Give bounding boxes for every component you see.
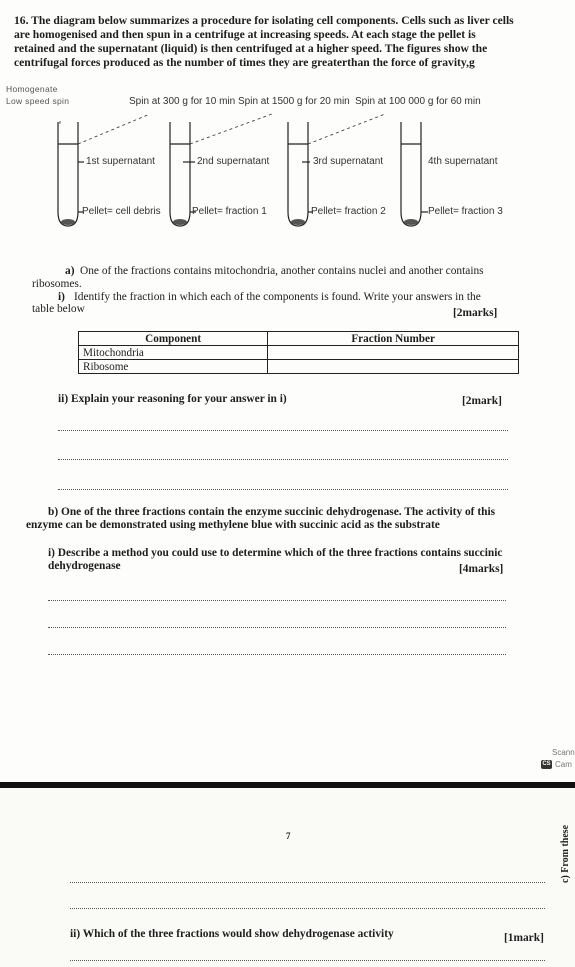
table-header-row bbox=[79, 332, 519, 346]
part-b-i-text: i) Describe a method you could use to determine which of the three fractions contains succinic bbox=[48, 547, 503, 559]
part-a-ii-text: ii) Explain your reasoning for your answer in i) bbox=[58, 393, 287, 405]
answer-table bbox=[78, 331, 519, 374]
table-header-component: Component bbox=[79, 332, 268, 346]
answer-line[interactable] bbox=[58, 489, 508, 490]
table-row bbox=[79, 360, 519, 374]
part-b-i-text-cont: dehydrogenase bbox=[48, 560, 121, 572]
supernatant-label-2: 2nd supernatant bbox=[197, 156, 270, 167]
part-c-ii-text: ii) Which of the three fractions would show dehydrogenase activity bbox=[70, 928, 394, 940]
answer-line[interactable] bbox=[70, 908, 545, 909]
answer-line[interactable] bbox=[70, 960, 545, 961]
answer-line[interactable] bbox=[48, 627, 506, 628]
pellet-label-4: Pellet= fraction 3 bbox=[428, 206, 503, 217]
part-a-label: a) bbox=[65, 265, 75, 277]
next-page bbox=[0, 788, 575, 967]
centrifuge-tubes-drawing bbox=[0, 84, 575, 254]
answer-line[interactable] bbox=[48, 654, 506, 655]
pellet-label-1: Pellet= cell debris bbox=[82, 206, 161, 217]
table-row bbox=[79, 346, 519, 360]
part-b-text: b) One of the three fractions contain the enzyme succinic dehydrogenase. The activity of this bbox=[48, 506, 496, 518]
part-a-i-label: i) bbox=[58, 291, 65, 303]
pellet-label-3: Pellet= fraction 2 bbox=[311, 206, 386, 217]
table-cell-answer[interactable] bbox=[268, 346, 519, 360]
part-c-ii-marks: [1mark] bbox=[504, 932, 544, 944]
part-a-ii-marks: [2mark] bbox=[462, 395, 502, 407]
scanner-label: Scann bbox=[552, 748, 575, 757]
answer-line[interactable] bbox=[70, 882, 545, 883]
tube-3 bbox=[288, 122, 308, 226]
answer-line[interactable] bbox=[48, 600, 506, 601]
scanner-cam-label: Cam bbox=[555, 760, 572, 769]
part-a-i-marks: [2marks] bbox=[453, 307, 498, 319]
tube-1 bbox=[58, 122, 78, 226]
supernatant-label-3: 3rd supernatant bbox=[313, 156, 384, 167]
camscanner-logo-icon: CS bbox=[542, 761, 551, 767]
part-a-text-cont: ribosomes. bbox=[32, 278, 82, 290]
part-a-i-text-cont: table below bbox=[32, 303, 85, 315]
table-header-fraction: Fraction Number bbox=[268, 332, 519, 346]
part-a-i-text: Identify the fraction in which each of the components is found. Write your answers in the bbox=[74, 291, 481, 303]
table-cell-answer[interactable] bbox=[268, 360, 519, 374]
part-a-text: One of the fractions contains mitochondria, another contains nuclei and another contains bbox=[80, 265, 484, 277]
rotated-question-text: c) From these bbox=[560, 824, 571, 883]
homogenate-label: Homogenate bbox=[6, 84, 58, 94]
spin-label-1: Spin at 300 g for 10 min bbox=[129, 96, 236, 107]
part-b-i-marks: [4marks] bbox=[459, 563, 504, 575]
supernatant-label-1: 1st supernatant bbox=[86, 156, 155, 167]
spin-label-3: Spin at 100 000 g for 60 min bbox=[355, 96, 481, 107]
tube-2 bbox=[170, 122, 190, 226]
centrifuge-diagram bbox=[0, 84, 575, 254]
page-number: 7 bbox=[286, 831, 291, 841]
tube-4 bbox=[401, 122, 421, 226]
pellet-label-2: Pellet= fraction 1 bbox=[192, 206, 267, 217]
question-intro: 16. The diagram below summarizes a procedure for isolating cell components. Cells such as liver cells are homogenised and then spun in a centrifuge at increasing speeds. At each stage the pellet is retained and the supernatant (liquid) is then centrifuged at a higher speed. The figures show the centrifugal forces produced as the number of times they are greaterthan the force of gravity,g bbox=[14, 14, 514, 69]
supernatant-label-4: 4th supernatant bbox=[428, 156, 498, 167]
spin-label-2: Spin at 1500 g for 20 min bbox=[238, 96, 350, 107]
answer-line[interactable] bbox=[58, 430, 508, 431]
table-cell-component: Ribosome bbox=[79, 360, 268, 374]
low-speed-label: Low speed spin bbox=[6, 96, 70, 106]
answer-line[interactable] bbox=[58, 459, 508, 460]
table-cell-component: Mitochondria bbox=[79, 346, 268, 360]
part-b-text-cont: enzyme can be demonstrated using methylene blue with succinic acid as the substrate bbox=[26, 519, 440, 531]
